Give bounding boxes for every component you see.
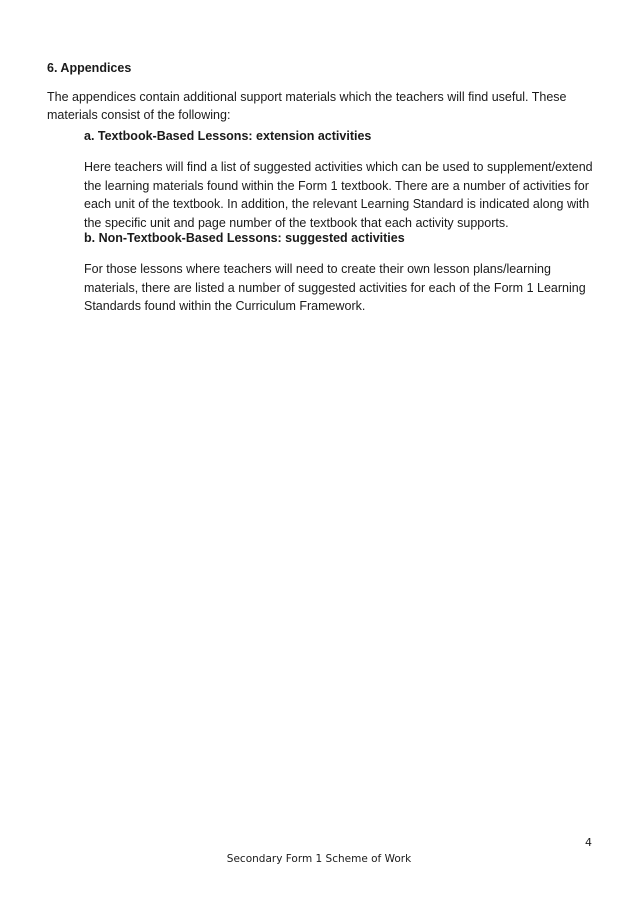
subsection-body-paragraph: Here teachers will find a list of suggested activities which can be used to supplement/extend the learning materials found within the Form 1 textbook. There are a number of activities for each unit of the textbook. In addition, the relevant Learning Standard is indicated along with the specific unit and page number of the textbook that each activity supports.: [84, 160, 593, 230]
section-heading: 6. Appendices: [47, 61, 132, 75]
subsection-textbook-based: [84, 127, 599, 232]
subsection-heading: b. Non-Textbook-Based Lessons: suggested activities: [84, 231, 405, 245]
subsection-non-textbook-based: [84, 229, 599, 316]
section-intro-paragraph: The appendices contain additional support materials which the teachers will find useful. These materials consist of the following:: [47, 90, 567, 122]
page-number: 4: [585, 836, 592, 849]
subsection-heading: a. Textbook-Based Lessons: extension activities: [84, 129, 372, 143]
subsection-body-paragraph: For those lessons where teachers will need to create their own lesson plans/learning materials, there are listed a number of suggested activities for each of the Form 1 Learning Standards found within the Curriculum Framework.: [84, 262, 586, 313]
page-footer: Secondary Form 1 Scheme of Work: [226, 853, 412, 865]
